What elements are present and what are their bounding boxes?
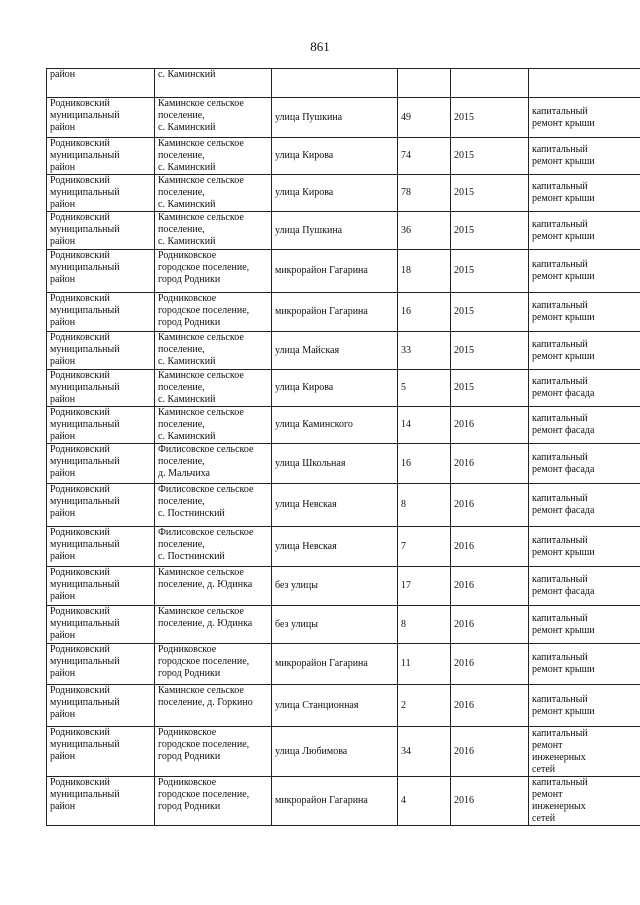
year-cell: 2016 <box>451 685 529 727</box>
street-cell: микрорайон Гагарина <box>272 250 398 293</box>
table-row <box>47 407 640 444</box>
settlement-cell <box>155 484 272 527</box>
table-row <box>47 644 640 685</box>
district-cell <box>47 293 155 332</box>
street-cell: микрорайон Гагарина <box>272 644 398 685</box>
district-cell-line: муниципальный <box>50 539 120 550</box>
street-cell: улица Любимова <box>272 727 398 777</box>
year-cell: 2016 <box>451 567 529 606</box>
work-type-cell-line: капитальный <box>532 300 588 311</box>
table-row <box>47 69 640 98</box>
house-number-cell: 4 <box>398 777 451 826</box>
work-type-cell-line: ремонт <box>532 739 563 751</box>
district-cell <box>47 527 155 567</box>
settlement-cell-line: с. Каминский <box>158 431 216 442</box>
district-cell <box>47 250 155 293</box>
settlement-cell <box>155 606 272 644</box>
district-cell-line: район <box>50 236 76 247</box>
work-type-cell <box>529 727 640 777</box>
house-number-cell: 7 <box>398 527 451 567</box>
district-cell-line: муниципальный <box>50 739 120 750</box>
district-cell <box>47 685 155 727</box>
district-cell-line: муниципальный <box>50 382 120 393</box>
work-type-cell-line: ремонт крыши <box>532 312 595 323</box>
settlement-cell-line: поселение, <box>158 110 205 121</box>
street-cell: улица Пушкина <box>272 98 398 138</box>
table-row <box>47 685 640 727</box>
table-row <box>47 606 640 644</box>
settlement-cell-line: Каминское сельское <box>158 685 244 696</box>
settlement-cell-line: городское поселение, <box>158 789 250 800</box>
work-type-cell-line: ремонт фасада <box>532 505 595 516</box>
district-cell-line: Родниковский <box>50 212 110 223</box>
settlement-cell <box>155 644 272 685</box>
work-type-cell-line: ремонт крыши <box>532 546 595 558</box>
table-row <box>47 98 640 138</box>
work-type-cell <box>529 444 640 484</box>
house-number-cell: 17 <box>398 567 451 606</box>
house-number-cell: 8 <box>398 484 451 527</box>
work-type-cell <box>529 250 640 293</box>
work-type-cell-line: ремонт фасада <box>532 388 595 399</box>
work-type-cell-line: капитальный <box>532 376 588 387</box>
settlement-cell-line: Филисовское сельское <box>158 484 254 495</box>
table-row <box>47 250 640 293</box>
work-type-cell-line: капитальный <box>532 413 588 424</box>
work-type-cell <box>529 606 640 644</box>
street-cell: без улицы <box>272 567 398 606</box>
work-type-cell-line: ремонт крыши <box>532 705 595 717</box>
year-cell: 2015 <box>451 98 529 138</box>
settlement-cell-line: д. Мальчиха <box>158 468 210 479</box>
district-cell-line: район <box>50 551 76 562</box>
district-cell <box>47 644 155 685</box>
settlement-cell <box>155 69 272 98</box>
work-type-cell-line: капитальный <box>532 693 588 705</box>
district-cell-line: Родниковский <box>50 484 110 495</box>
work-type-cell <box>529 98 640 138</box>
settlement-cell-line: с. Постнинский <box>158 508 225 519</box>
work-type-cell-line: капитальный <box>532 777 588 788</box>
work-type-cell-line: инженерных <box>532 801 586 812</box>
settlement-cell-line: Родниковское <box>158 293 217 304</box>
settlement-cell-line: с. Постнинский <box>158 551 225 562</box>
work-type-cell-line: ремонт крыши <box>532 350 595 362</box>
settlement-cell-line: Родниковское <box>158 727 217 738</box>
district-cell <box>47 484 155 527</box>
district-cell-line: Родниковский <box>50 727 110 738</box>
district-cell-line: Родниковский <box>50 777 110 788</box>
street-cell: улица Станционная <box>272 685 398 727</box>
settlement-cell-line: с. Каминский <box>158 236 216 247</box>
house-number-cell: 16 <box>398 444 451 484</box>
district-cell-line: Родниковский <box>50 407 110 418</box>
work-type-cell <box>529 777 640 826</box>
street-cell: улица Майская <box>272 332 398 370</box>
district-cell-line: район <box>50 508 76 519</box>
page-number: 861 <box>310 39 330 54</box>
settlement-cell-line: поселение, д. Юдинка <box>158 579 253 590</box>
house-number-cell: 14 <box>398 407 451 444</box>
district-cell-line: муниципальный <box>50 579 120 590</box>
district-cell-line: Родниковский <box>50 527 110 538</box>
settlement-cell <box>155 777 272 826</box>
district-cell <box>47 175 155 212</box>
district-cell <box>47 332 155 370</box>
district-cell <box>47 98 155 138</box>
work-type-cell-line: капитальный <box>532 612 588 624</box>
district-cell <box>47 138 155 175</box>
work-type-cell-line: капитальный <box>532 534 588 546</box>
year-cell: 2015 <box>451 250 529 293</box>
table-row <box>47 293 640 332</box>
settlement-cell-line: поселение, <box>158 419 205 430</box>
work-type-cell <box>529 175 640 212</box>
settlement-cell-line: Каминское сельское <box>158 370 244 381</box>
settlement-cell-line: с. Каминский <box>158 394 216 405</box>
settlement-cell-line: поселение, <box>158 344 205 355</box>
house-number-cell: 33 <box>398 332 451 370</box>
district-cell-line: муниципальный <box>50 224 120 235</box>
district-cell-line: район <box>50 751 76 762</box>
district-cell-line: Родниковский <box>50 250 110 261</box>
table-row <box>47 567 640 606</box>
district-cell-line: район <box>50 630 76 641</box>
house-number-cell: 49 <box>398 98 451 138</box>
district-cell-line: район <box>50 709 76 720</box>
district-cell-line: Родниковский <box>50 567 110 578</box>
district-cell-line: Родниковский <box>50 370 110 381</box>
district-cell-line: муниципальный <box>50 305 120 316</box>
district-cell-line: Родниковский <box>50 606 110 617</box>
settlement-cell-line: Каминское сельское <box>158 407 244 418</box>
settlement-cell-line: поселение, <box>158 187 205 198</box>
table-row <box>47 527 640 567</box>
district-cell-line: район <box>50 468 76 479</box>
district-cell-line: район <box>50 431 76 442</box>
settlement-cell <box>155 407 272 444</box>
district-cell-line: Родниковский <box>50 332 110 343</box>
district-cell <box>47 407 155 444</box>
district-cell-line: муниципальный <box>50 344 120 355</box>
district-cell <box>47 777 155 826</box>
district-cell-line: Родниковский <box>50 138 110 149</box>
district-cell-line: Родниковский <box>50 98 110 109</box>
year-cell: 2015 <box>451 212 529 250</box>
table-row <box>47 138 640 175</box>
work-type-cell-line: ремонт фасада <box>532 463 595 475</box>
settlement-cell-line: поселение, <box>158 456 205 467</box>
settlement-cell-line: город Родники <box>158 801 221 812</box>
district-cell <box>47 69 155 98</box>
work-type-cell-line: ремонт крыши <box>532 193 595 204</box>
work-type-cell-line: сетей <box>532 763 556 775</box>
district-cell-line: район <box>50 356 76 367</box>
house-number-cell: 8 <box>398 606 451 644</box>
work-type-cell-line: капитальный <box>532 574 588 585</box>
table-row <box>47 370 640 407</box>
district-cell-line: Родниковский <box>50 444 110 455</box>
settlement-cell-line: Каминское сельское <box>158 98 244 109</box>
settlement-cell-line: городское поселение, <box>158 656 250 667</box>
house-number-cell: 16 <box>398 293 451 332</box>
work-type-cell <box>529 370 640 407</box>
district-cell <box>47 567 155 606</box>
settlement-cell-line: Филисовское сельское <box>158 527 254 538</box>
district-cell-line: муниципальный <box>50 419 120 430</box>
table-row <box>47 444 640 484</box>
settlement-cell-line: поселение, д. Горкино <box>158 697 253 708</box>
house-number-cell: 11 <box>398 644 451 685</box>
house-number-cell: 2 <box>398 685 451 727</box>
district-cell-line: муниципальный <box>50 697 120 708</box>
work-type-cell <box>529 332 640 370</box>
work-type-cell <box>529 685 640 727</box>
work-type-cell-line: ремонт крыши <box>532 271 595 282</box>
settlement-cell-line: городское поселение, <box>158 262 250 273</box>
street-cell: микрорайон Гагарина <box>272 293 398 332</box>
settlement-cell-line: город Родники <box>158 668 221 679</box>
district-cell-line: муниципальный <box>50 456 120 467</box>
work-type-cell-line: ремонт крыши <box>532 156 595 167</box>
settlement-cell-line: Каминское сельское <box>158 567 244 578</box>
work-type-cell-line: ремонт <box>532 789 563 800</box>
year-cell: 2015 <box>451 370 529 407</box>
settlement-cell-line: с. Каминский <box>158 69 216 80</box>
work-type-cell-line: ремонт крыши <box>532 624 595 636</box>
district-cell-line: район <box>50 801 76 812</box>
work-type-cell-line: капитальный <box>532 105 588 117</box>
work-type-cell <box>529 644 640 685</box>
district-cell-line: район <box>50 199 76 210</box>
table-row <box>47 175 640 212</box>
table-row <box>47 484 640 527</box>
settlement-cell-line: поселение, <box>158 539 205 550</box>
house-number-cell: 78 <box>398 175 451 212</box>
district-cell-line: муниципальный <box>50 187 120 198</box>
settlement-cell <box>155 138 272 175</box>
year-cell: 2016 <box>451 527 529 567</box>
house-number-cell: 5 <box>398 370 451 407</box>
table-body <box>47 69 640 826</box>
district-cell-line: Родниковский <box>50 293 110 304</box>
district-cell-line: Родниковский <box>50 685 110 696</box>
housing-repair-table <box>46 68 640 826</box>
settlement-cell <box>155 98 272 138</box>
year-cell <box>451 69 529 98</box>
settlement-cell-line: Родниковское <box>158 777 217 788</box>
settlement-cell-line: городское поселение, <box>158 739 250 750</box>
work-type-cell-line: капитальный <box>532 652 588 663</box>
district-cell-line: район <box>50 69 76 80</box>
district-cell-line: муниципальный <box>50 789 120 800</box>
district-cell-line: район <box>50 122 76 133</box>
year-cell: 2015 <box>451 293 529 332</box>
table-row <box>47 727 640 777</box>
work-type-cell-line: инженерных <box>532 751 586 763</box>
settlement-cell-line: Каминское сельское <box>158 212 244 223</box>
district-cell-line: муниципальный <box>50 110 120 121</box>
work-type-cell-line: ремонт фасада <box>532 586 595 597</box>
year-cell: 2016 <box>451 444 529 484</box>
district-cell-line: муниципальный <box>50 262 120 273</box>
year-cell: 2016 <box>451 484 529 527</box>
settlement-cell-line: Каминское сельское <box>158 175 244 186</box>
work-type-cell <box>529 567 640 606</box>
settlement-cell-line: Родниковское <box>158 644 217 655</box>
settlement-cell-line: город Родники <box>158 274 221 285</box>
work-type-cell <box>529 138 640 175</box>
settlement-cell-line: с. Каминский <box>158 122 216 133</box>
settlement-cell-line: Каминское сельское <box>158 606 244 617</box>
settlement-cell-line: с. Каминский <box>158 356 216 367</box>
work-type-cell <box>529 69 640 98</box>
settlement-cell-line: город Родники <box>158 751 221 762</box>
street-cell: улица Каминского <box>272 407 398 444</box>
district-cell-line: муниципальный <box>50 150 120 161</box>
table-row <box>47 332 640 370</box>
settlement-cell-line: Филисовское сельское <box>158 444 254 455</box>
district-cell <box>47 727 155 777</box>
street-cell: улица Школьная <box>272 444 398 484</box>
house-number-cell: 74 <box>398 138 451 175</box>
district-cell-line: район <box>50 274 76 285</box>
district-cell-line: район <box>50 591 76 602</box>
settlement-cell <box>155 293 272 332</box>
work-type-cell-line: ремонт крыши <box>532 230 595 242</box>
table-row <box>47 777 640 826</box>
settlement-cell <box>155 332 272 370</box>
house-number-cell <box>398 69 451 98</box>
house-number-cell: 36 <box>398 212 451 250</box>
street-cell: улица Кирова <box>272 175 398 212</box>
work-type-cell-line: капитальный <box>532 493 588 504</box>
work-type-cell-line: капитальный <box>532 259 588 270</box>
year-cell: 2016 <box>451 727 529 777</box>
street-cell: улица Кирова <box>272 138 398 175</box>
street-cell <box>272 69 398 98</box>
street-cell: улица Невская <box>272 527 398 567</box>
house-number-cell: 18 <box>398 250 451 293</box>
work-type-cell-line: капитальный <box>532 181 588 192</box>
settlement-cell-line: поселение, <box>158 150 205 161</box>
district-cell-line: район <box>50 668 76 679</box>
settlement-cell-line: поселение, <box>158 224 205 235</box>
settlement-cell-line: поселение, <box>158 382 205 393</box>
settlement-cell-line: Каминское сельское <box>158 138 244 149</box>
district-cell-line: район <box>50 162 76 173</box>
settlement-cell-line: Родниковское <box>158 250 217 261</box>
year-cell: 2016 <box>451 777 529 826</box>
settlement-cell-line: город Родники <box>158 317 221 328</box>
settlement-cell-line: городское поселение, <box>158 305 250 316</box>
year-cell: 2015 <box>451 138 529 175</box>
year-cell: 2016 <box>451 407 529 444</box>
district-cell-line: Родниковский <box>50 644 110 655</box>
work-type-cell-line: капитальный <box>532 338 588 350</box>
year-cell: 2016 <box>451 644 529 685</box>
work-type-cell-line: капитальный <box>532 451 588 463</box>
settlement-cell <box>155 567 272 606</box>
work-type-cell <box>529 527 640 567</box>
work-type-cell-line: капитальный <box>532 218 588 230</box>
work-type-cell <box>529 407 640 444</box>
work-type-cell-line: сетей <box>532 813 556 824</box>
settlement-cell <box>155 175 272 212</box>
work-type-cell-line: ремонт крыши <box>532 664 595 675</box>
district-cell-line: район <box>50 394 76 405</box>
work-type-cell-line: ремонт крыши <box>532 117 595 129</box>
work-type-cell-line: капитальный <box>532 144 588 155</box>
district-cell-line: муниципальный <box>50 656 120 667</box>
district-cell-line: район <box>50 317 76 328</box>
settlement-cell <box>155 727 272 777</box>
settlement-cell-line: с. Каминский <box>158 162 216 173</box>
district-cell <box>47 606 155 644</box>
district-cell-line: муниципальный <box>50 496 120 507</box>
district-cell-line: Родниковский <box>50 175 110 186</box>
street-cell: микрорайон Гагарина <box>272 777 398 826</box>
table-row <box>47 212 640 250</box>
settlement-cell <box>155 212 272 250</box>
settlement-cell-line: Каминское сельское <box>158 332 244 343</box>
year-cell: 2015 <box>451 332 529 370</box>
district-cell <box>47 212 155 250</box>
street-cell: улица Кирова <box>272 370 398 407</box>
work-type-cell-line: ремонт фасада <box>532 425 595 436</box>
house-number-cell: 34 <box>398 727 451 777</box>
settlement-cell <box>155 370 272 407</box>
work-type-cell-line: капитальный <box>532 727 588 739</box>
settlement-cell-line: поселение, <box>158 496 205 507</box>
settlement-cell <box>155 685 272 727</box>
street-cell: улица Невская <box>272 484 398 527</box>
work-type-cell <box>529 484 640 527</box>
settlement-cell <box>155 527 272 567</box>
district-cell <box>47 444 155 484</box>
street-cell: улица Пушкина <box>272 212 398 250</box>
settlement-cell <box>155 444 272 484</box>
year-cell: 2015 <box>451 175 529 212</box>
street-cell: без улицы <box>272 606 398 644</box>
settlement-cell-line: поселение, д. Юдинка <box>158 618 253 629</box>
year-cell: 2016 <box>451 606 529 644</box>
district-cell-line: муниципальный <box>50 618 120 629</box>
settlement-cell-line: с. Каминский <box>158 199 216 210</box>
work-type-cell <box>529 293 640 332</box>
settlement-cell <box>155 250 272 293</box>
district-cell <box>47 370 155 407</box>
work-type-cell <box>529 212 640 250</box>
